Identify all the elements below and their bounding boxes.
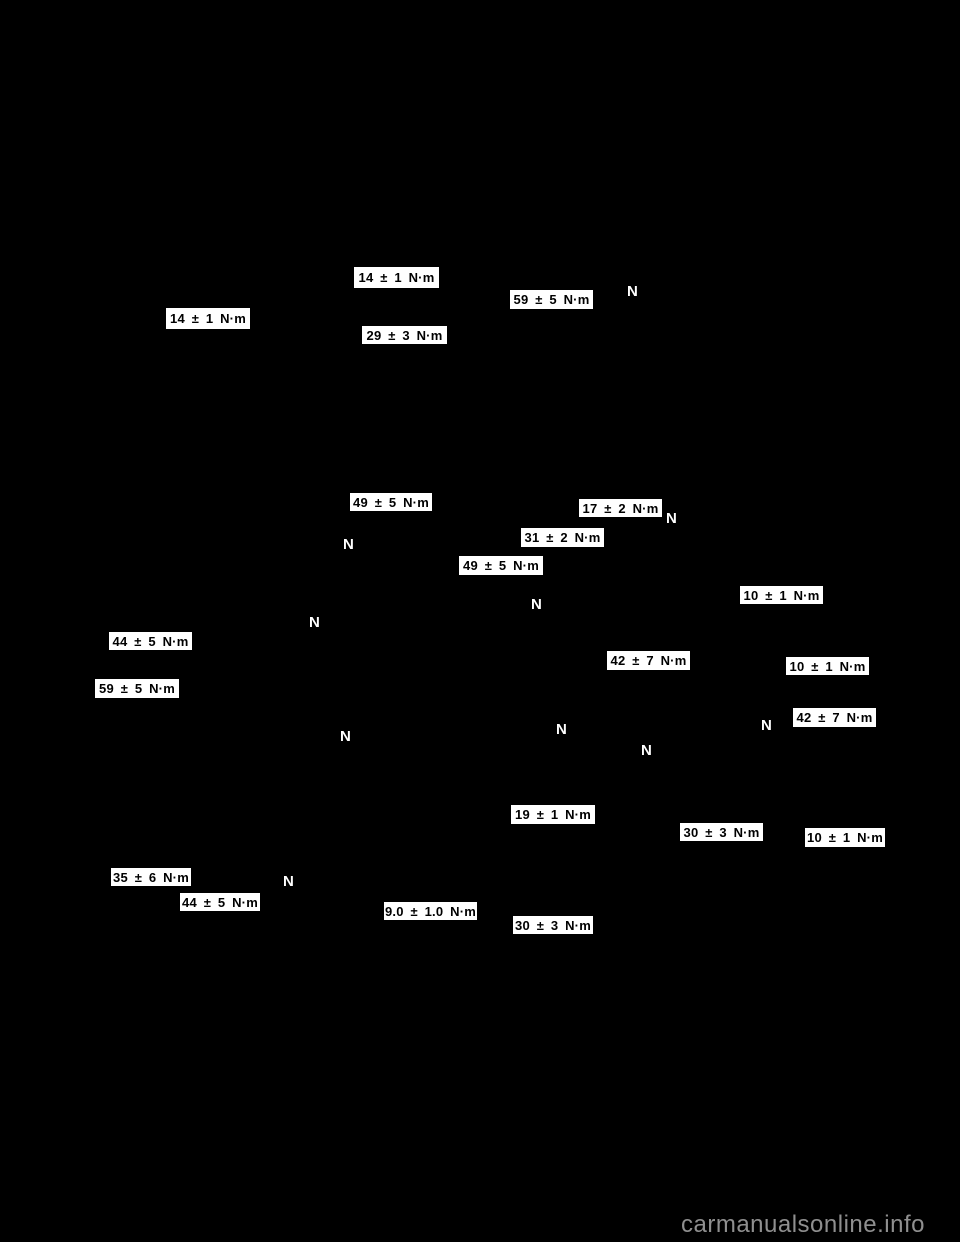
torque-label: 19 ± 1 N·m bbox=[511, 805, 595, 824]
watermark-text: carmanualsonline.info bbox=[681, 1211, 925, 1238]
n-marker: N bbox=[556, 721, 567, 738]
torque-label: 49 ± 5 N·m bbox=[350, 493, 432, 511]
n-marker: N bbox=[340, 728, 351, 745]
n-marker: N bbox=[283, 873, 294, 890]
torque-label: 10 ± 1 N·m bbox=[786, 657, 869, 675]
torque-label: 14 ± 1 N·m bbox=[354, 267, 439, 288]
torque-label: 42 ± 7 N·m bbox=[793, 708, 876, 727]
torque-label: 44 ± 5 N·m bbox=[180, 893, 260, 911]
torque-label: 35 ± 6 N·m bbox=[111, 868, 191, 886]
torque-label: 9.0 ± 1.0 N·m bbox=[385, 903, 476, 919]
n-marker: N bbox=[627, 283, 638, 300]
n-marker: N bbox=[666, 510, 677, 527]
torque-label: 10 ± 1 N·m bbox=[805, 828, 885, 847]
torque-label: 30 ± 3 N·m bbox=[513, 916, 593, 934]
torque-label: 59 ± 5 N·m bbox=[95, 679, 179, 698]
n-marker: N bbox=[309, 614, 320, 631]
torque-label: 10 ± 1 N·m bbox=[740, 586, 823, 604]
n-marker: N bbox=[531, 596, 542, 613]
torque-label: 49 ± 5 N·m bbox=[459, 556, 543, 575]
torque-label: 44 ± 5 N·m bbox=[109, 632, 192, 650]
torque-label: 29 ± 3 N·m bbox=[362, 326, 447, 344]
torque-label: 59 ± 5 N·m bbox=[510, 290, 593, 309]
n-marker: N bbox=[343, 536, 354, 553]
torque-label: 31 ± 2 N·m bbox=[521, 528, 604, 547]
n-marker: N bbox=[761, 717, 772, 734]
torque-label: 42 ± 7 N·m bbox=[607, 651, 690, 670]
torque-label: 30 ± 3 N·m bbox=[680, 823, 763, 841]
n-marker: N bbox=[641, 742, 652, 759]
torque-label: 17 ± 2 N·m bbox=[579, 499, 662, 517]
torque-label: 14 ± 1 N·m bbox=[166, 308, 250, 329]
